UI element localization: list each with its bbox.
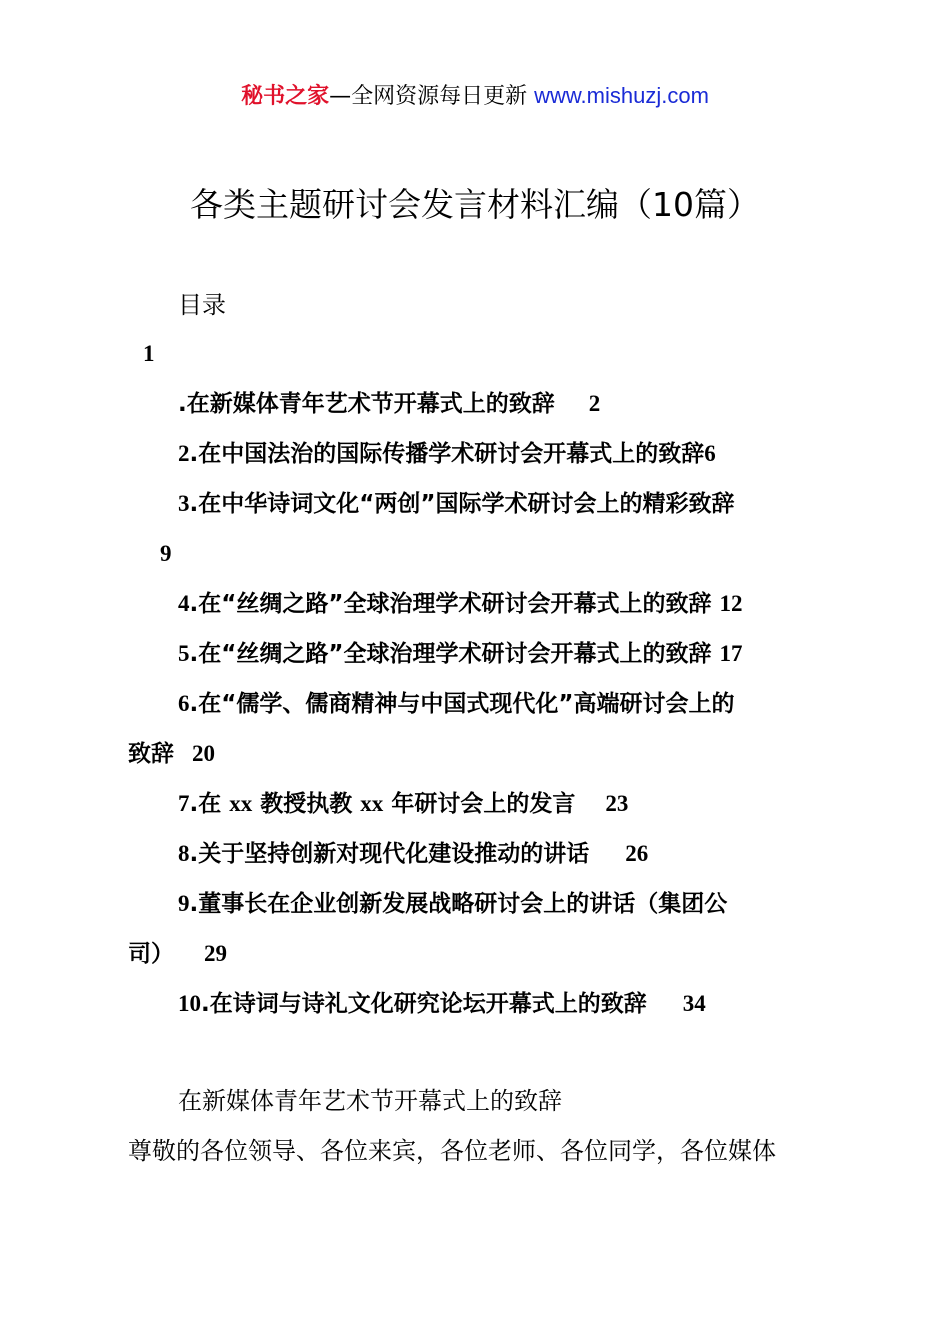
toc-page-number: 34: [682, 991, 706, 1016]
toc-entry[interactable]: [178, 886, 727, 922]
toc-page-number: 23: [605, 791, 629, 816]
toc-entry[interactable]: [178, 836, 648, 872]
toc-number: 3: [178, 491, 190, 516]
toc-entry-text: .在“丝绸之路”全球治理学术研讨会开幕式上的致辞: [189, 641, 712, 667]
toc-entry-text: .在: [189, 791, 222, 817]
toc-page-number: 26: [625, 841, 649, 866]
toc-entry[interactable]: [178, 986, 706, 1022]
toc-entry[interactable]: [178, 586, 743, 622]
toc-entry-text: 教授执教: [260, 791, 353, 817]
toc-number: 10: [178, 991, 201, 1016]
toc-entry-text: .关于坚持创新对现代化建设推动的讲话: [189, 841, 590, 867]
toc-entry[interactable]: [178, 686, 734, 722]
toc-heading: 目录: [178, 291, 226, 319]
toc-number: 6: [178, 691, 190, 716]
toc-page-number: 6: [704, 441, 716, 466]
toc-entry-text: .在中华诗词文化“两创”国际学术研讨会上的精彩致辞: [189, 491, 735, 517]
toc-entry[interactable]: [178, 486, 734, 522]
toc-entry-text: 司）: [128, 941, 174, 967]
header-tagline: —全网资源每日更新: [329, 84, 528, 109]
toc-number: 7: [178, 791, 190, 816]
toc-entry-text-xx: xx: [360, 791, 384, 816]
toc-page-number: 2: [588, 391, 601, 416]
toc-number: 4: [178, 591, 190, 616]
document-title: 各类主题研讨会发言材料汇编（10篇）: [190, 185, 760, 224]
toc-entry-text: .在“丝绸之路”全球治理学术研讨会开幕式上的致辞: [189, 591, 712, 617]
site-url[interactable]: www.mishuzj.com: [534, 83, 709, 108]
toc-entry-text: .在诗词与诗礼文化研究论坛开幕式上的致辞: [201, 991, 647, 1017]
toc-line: [143, 336, 155, 372]
section-title: 在新媒体青年艺术节开幕式上的致辞: [178, 1087, 562, 1115]
toc-number: 8: [178, 841, 190, 866]
brand-name: 秘书之家: [241, 84, 330, 109]
toc-entry-text: 致辞: [128, 741, 174, 767]
toc-entry-text: 年研讨会上的发言: [391, 791, 576, 817]
toc-entry-text: .在新媒体青年艺术节开幕式上的致辞: [178, 391, 555, 417]
toc-entry-text-xx: xx: [229, 791, 253, 816]
toc-entry[interactable]: [178, 636, 743, 672]
site-header: [0, 80, 950, 113]
toc-entry[interactable]: [178, 786, 628, 822]
toc-page-number: 17: [719, 641, 743, 666]
body-paragraph: 尊敬的各位领导、各位来宾，各位老师、各位同学，各位媒体: [128, 1137, 776, 1165]
toc-entry-text: .董事长在企业创新发展战略研讨会上的讲话（集团公: [189, 891, 728, 917]
toc-number: 1: [143, 341, 155, 366]
toc-line: [160, 536, 172, 572]
toc-page-number: 29: [204, 941, 228, 966]
toc-entry[interactable]: [178, 436, 716, 472]
toc-line: [128, 936, 227, 972]
toc-line: [128, 736, 215, 772]
toc-entry[interactable]: [178, 386, 600, 422]
toc-number: 2: [178, 441, 190, 466]
toc-entry-text: .在“儒学、儒商精神与中国式现代化”高端研讨会上的: [189, 691, 735, 717]
toc-page-number: 12: [719, 591, 743, 616]
toc-number: 5: [178, 641, 190, 666]
toc-page-number: 20: [192, 741, 216, 766]
toc-entry-text: .在中国法治的国际传播学术研讨会开幕式上的致辞: [189, 441, 705, 467]
toc-number: 9: [178, 891, 190, 916]
toc-page-number: 9: [160, 541, 172, 566]
